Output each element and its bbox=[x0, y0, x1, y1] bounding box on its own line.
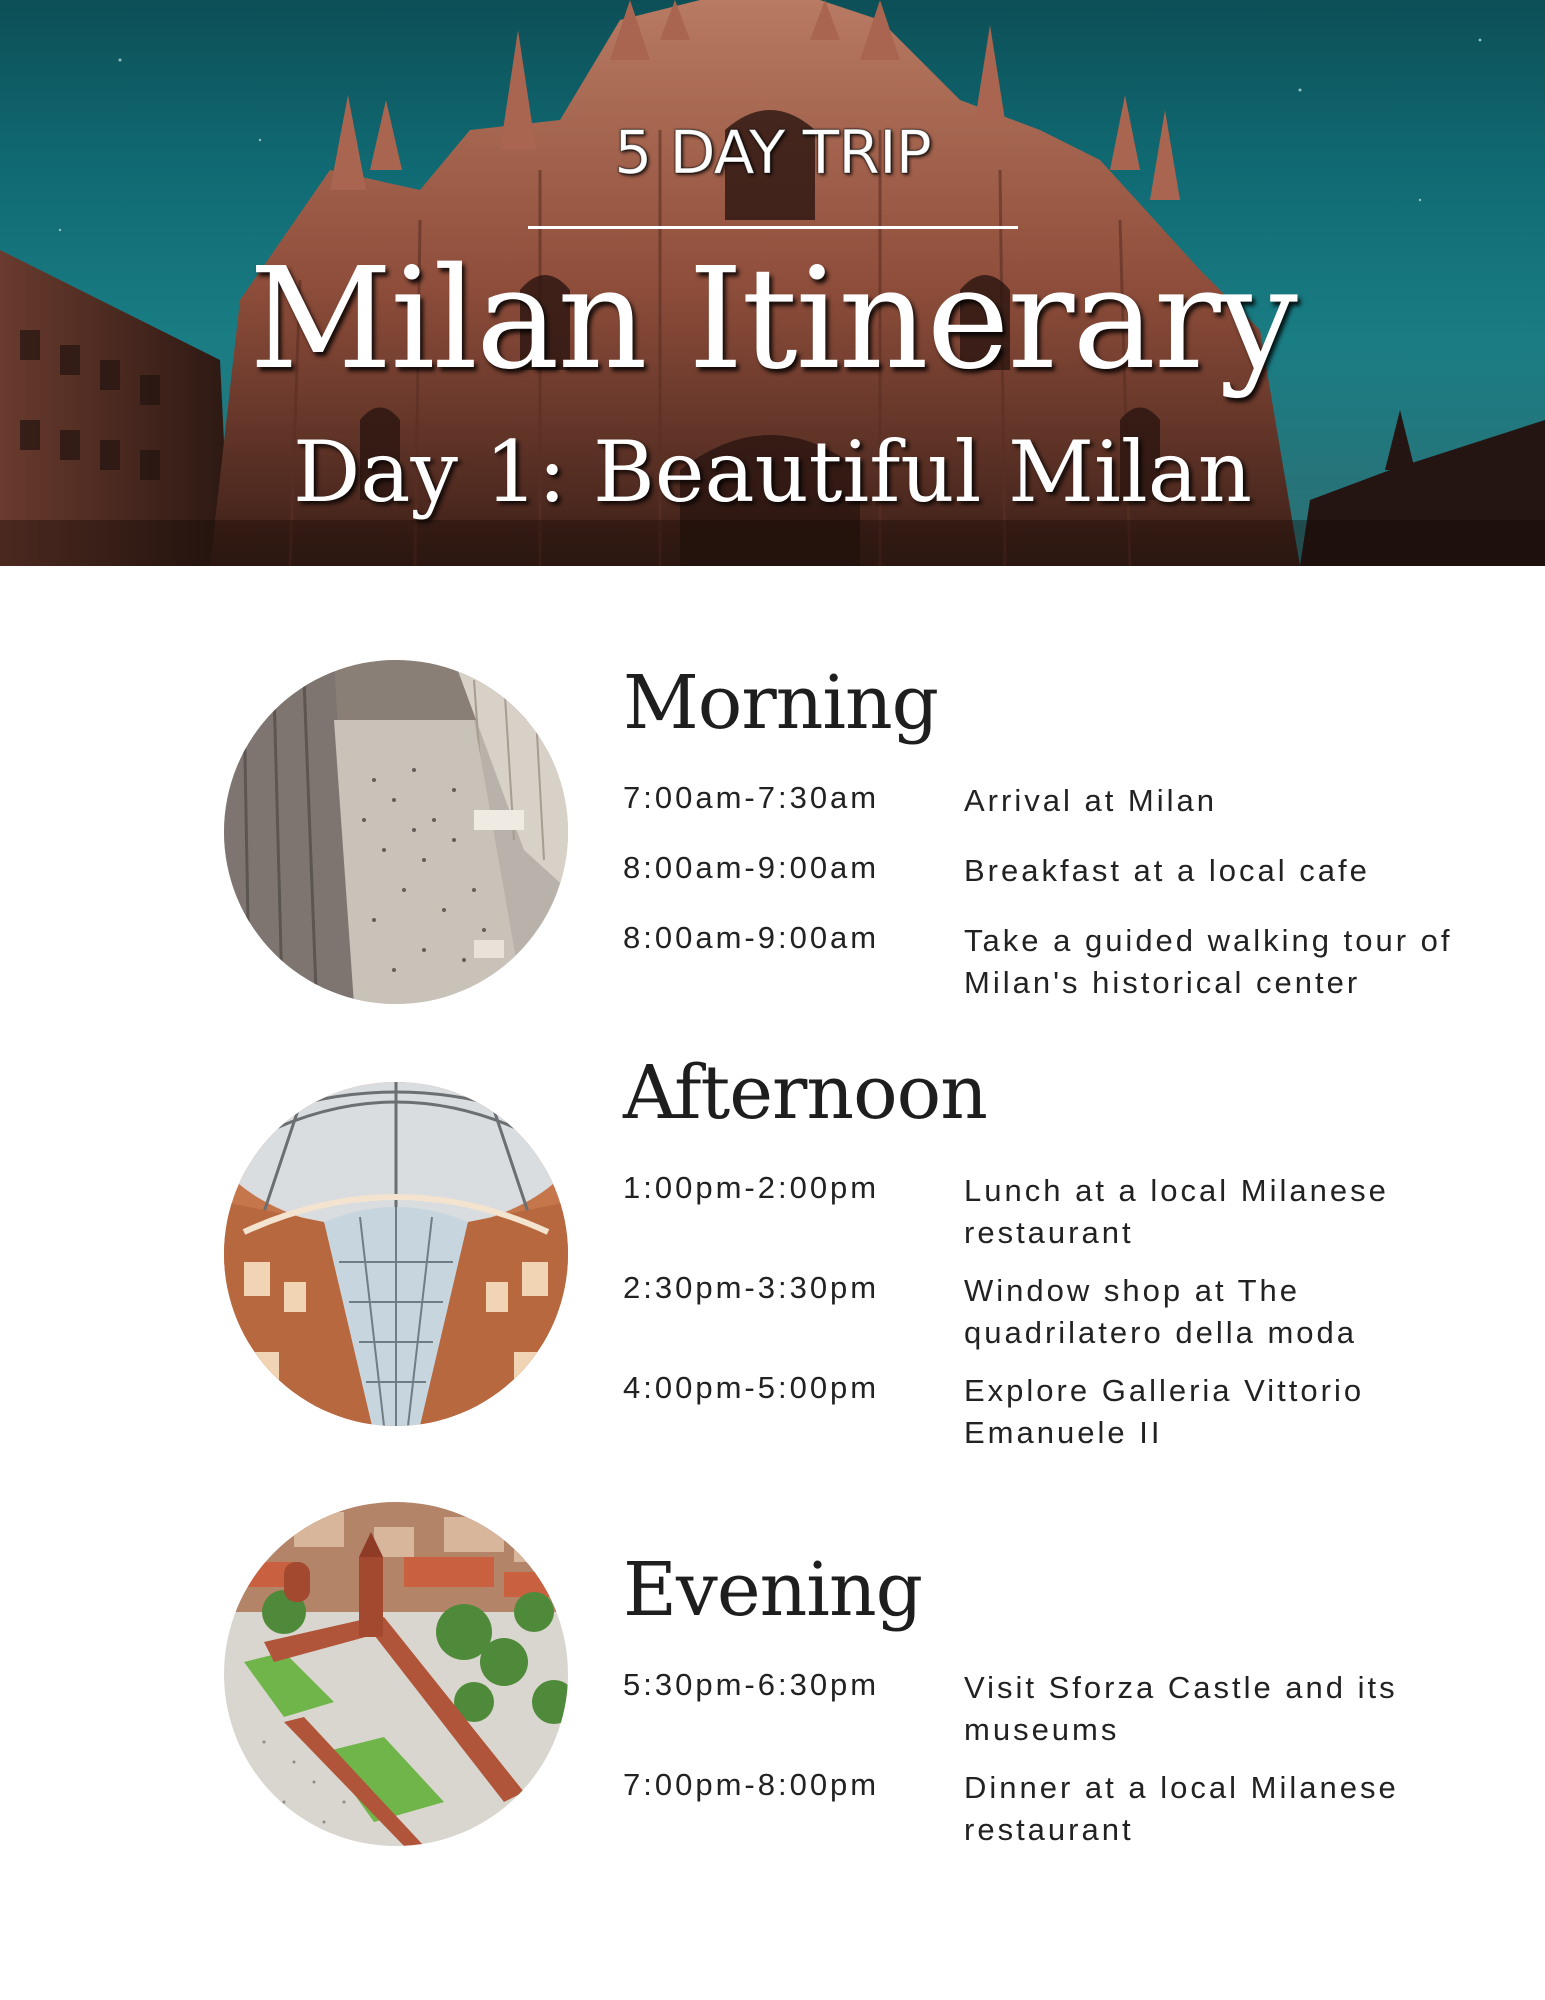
activity: Visit Sforza Castle and its museums bbox=[964, 1670, 1398, 1747]
time-slot: 1:00pm-2:00pm bbox=[623, 1170, 880, 1205]
page-title: Milan Itinerary bbox=[249, 238, 1296, 401]
time-slot: 5:30pm-6:30pm bbox=[623, 1667, 880, 1702]
activity: Dinner at a local Milanese restaurant bbox=[964, 1770, 1399, 1847]
section-title-morning: Morning bbox=[623, 660, 939, 746]
activity: Arrival at Milan bbox=[964, 783, 1217, 818]
activity: Lunch at a local Milanese restaurant bbox=[964, 1173, 1389, 1250]
section-title-afternoon: Afternoon bbox=[623, 1050, 987, 1136]
galleria-dome-photo bbox=[224, 1082, 568, 1426]
time-slot: 7:00am-7:30am bbox=[623, 780, 880, 815]
hero-banner bbox=[0, 0, 1545, 566]
time-slot: 8:00am-9:00am bbox=[623, 920, 880, 955]
sforza-castle-photo bbox=[224, 1502, 568, 1846]
trip-length-label: 5 DAY TRIP bbox=[614, 118, 931, 188]
title-divider bbox=[528, 226, 1018, 229]
time-slot: 2:30pm-3:30pm bbox=[623, 1270, 880, 1305]
time-slot: 8:00am-9:00am bbox=[623, 850, 880, 885]
day-subtitle: Day 1: Beautiful Milan bbox=[293, 423, 1252, 521]
piazza-duomo-photo bbox=[224, 660, 568, 1004]
activity: Window shop at The quadrilatero della moda bbox=[964, 1273, 1357, 1350]
time-slot: 4:00pm-5:00pm bbox=[623, 1370, 880, 1405]
activity: Take a guided walking tour of Milan's historical center bbox=[964, 923, 1453, 1000]
section-title-evening: Evening bbox=[623, 1547, 922, 1633]
time-slot: 7:00pm-8:00pm bbox=[623, 1767, 880, 1802]
activity: Breakfast at a local cafe bbox=[964, 853, 1370, 888]
activity: Explore Galleria Vittorio Emanuele II bbox=[964, 1373, 1365, 1450]
